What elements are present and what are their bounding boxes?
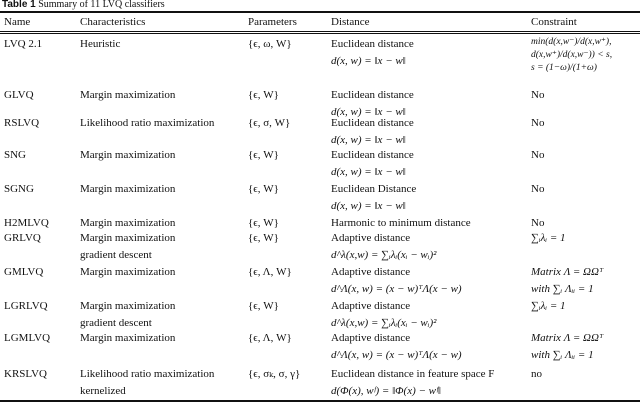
bottom-rule xyxy=(0,400,640,402)
cell-name-line: LGRLVQ xyxy=(4,300,48,312)
cell-name xyxy=(4,147,26,164)
cell-parameters-line: {ϵ, σₖ, σ, γ} xyxy=(248,368,301,380)
cell-characteristics-line: Margin maximization xyxy=(80,89,176,101)
cell-parameters-line: {ϵ, W} xyxy=(248,183,279,195)
cell-name-line: KRSLVQ xyxy=(4,368,47,380)
cell-distance-line: Euclidean distance xyxy=(331,38,414,50)
cell-constraint xyxy=(531,115,638,132)
cell-constraint-line: ∑ᵢλᵢ = 1 xyxy=(531,232,566,244)
top-rule xyxy=(0,11,640,13)
cell-constraint xyxy=(531,181,638,198)
cell-name-line: GRLVQ xyxy=(4,232,41,244)
cell-characteristics-line: kernelized xyxy=(80,385,126,397)
header-distance: Distance xyxy=(331,16,370,28)
cell-distance-line: d(x, w) = ‖x − w‖ xyxy=(331,166,406,178)
cell-constraint xyxy=(531,36,638,75)
cell-distance-line: Euclidean distance xyxy=(331,117,414,129)
cell-characteristics xyxy=(80,181,175,198)
cell-characteristics-line: Likelihood ratio maximization xyxy=(80,368,215,380)
cell-characteristics-line: Margin maximization xyxy=(80,149,176,161)
cell-name xyxy=(4,298,48,315)
cell-distance-line: d^λ(x,w) = ∑ᵢλᵢ(xᵢ − wᵢ)² xyxy=(331,317,437,329)
cell-constraint xyxy=(531,330,638,364)
cell-distance-line: Adaptive distance xyxy=(331,332,411,344)
cell-constraint-line: No xyxy=(531,217,545,229)
header-parameters: Parameters xyxy=(248,16,297,28)
cell-distance xyxy=(331,147,414,181)
cell-parameters xyxy=(248,36,292,53)
header-rule-2 xyxy=(0,33,640,34)
cell-name-line: SNG xyxy=(4,149,27,161)
cell-name xyxy=(4,87,34,104)
cell-constraint-line: No xyxy=(531,149,545,161)
header-rule xyxy=(0,31,640,32)
cell-characteristics-line: Margin maximization xyxy=(80,232,176,244)
cell-constraint-line: Matrix Λ = ΩΩᵀ xyxy=(531,332,604,344)
cell-characteristics xyxy=(80,366,214,400)
cell-parameters xyxy=(248,264,292,281)
cell-characteristics xyxy=(80,36,120,53)
cell-constraint-line: No xyxy=(531,89,545,101)
cell-distance-line: d^Λ(x, w) = (x − w)ᵀΛ(x − w) xyxy=(331,283,462,295)
cell-distance-line: d^Λ(x, w) = (x − w)ᵀΛ(x − w) xyxy=(331,349,462,361)
cell-distance xyxy=(331,115,414,149)
cell-characteristics xyxy=(80,330,175,347)
cell-name-line: H2MLVQ xyxy=(4,217,49,229)
cell-distance-line: Euclidean Distance xyxy=(331,183,417,195)
cell-constraint-line: with ∑ᵢ Λᵢᵢ = 1 xyxy=(531,349,594,361)
cell-parameters xyxy=(248,330,292,347)
cell-parameters xyxy=(248,147,279,164)
cell-distance-line: Adaptive distance xyxy=(331,232,411,244)
cell-distance-line: Adaptive distance xyxy=(331,300,411,312)
cell-constraint-line: with ∑ᵢ Λᵢᵢ = 1 xyxy=(531,283,594,295)
cell-distance-line: Euclidean distance xyxy=(331,89,414,101)
cell-characteristics-line: gradient descent xyxy=(80,249,152,261)
cell-distance-line: Adaptive distance xyxy=(331,266,411,278)
cell-name xyxy=(4,264,43,281)
cell-constraint-line: no xyxy=(531,368,542,380)
cell-distance xyxy=(331,230,436,264)
cell-constraint xyxy=(531,366,638,383)
header-name: Name xyxy=(4,16,31,28)
cell-distance xyxy=(331,366,494,400)
cell-characteristics xyxy=(80,264,175,281)
cell-parameters-line: {ϵ, W} xyxy=(248,89,279,101)
cell-name xyxy=(4,330,50,347)
cell-constraint xyxy=(531,230,638,247)
cell-characteristics-line: Margin maximization xyxy=(80,183,176,195)
cell-name-line: LGMLVQ xyxy=(4,332,51,344)
cell-characteristics xyxy=(80,147,175,164)
cell-distance xyxy=(331,264,462,298)
cell-characteristics-line: Heuristic xyxy=(80,38,121,50)
cell-constraint xyxy=(531,87,638,104)
cell-parameters xyxy=(248,230,279,247)
cell-parameters xyxy=(248,298,279,315)
cell-distance xyxy=(331,181,416,215)
cell-distance-line: Harmonic to minimum distance xyxy=(331,217,471,229)
cell-parameters-line: {ϵ, Λ, W} xyxy=(248,266,292,278)
cell-constraint-line: s = (1−ω)/(1+ω) xyxy=(531,63,597,73)
cell-name xyxy=(4,230,41,247)
cell-parameters-line: {ϵ, W} xyxy=(248,300,279,312)
cell-constraint xyxy=(531,264,638,298)
cell-name-line: GLVQ xyxy=(4,89,34,101)
cell-distance-line: Euclidean distance in feature space F xyxy=(331,368,495,380)
cell-characteristics xyxy=(80,230,175,264)
cell-constraint-line: No xyxy=(531,117,545,129)
cell-distance xyxy=(331,330,462,364)
cell-characteristics xyxy=(80,115,214,132)
cell-characteristics xyxy=(80,298,175,332)
cell-characteristics-line: Margin maximization xyxy=(80,266,176,278)
cell-characteristics xyxy=(80,87,175,104)
cell-characteristics-line: Margin maximization xyxy=(80,332,176,344)
cell-distance-line: d(x, w) = ‖x − w‖ xyxy=(331,55,406,67)
cell-name-line: RSLVQ xyxy=(4,117,40,129)
cell-distance-line: d(Φ(x), wᶠ) = ‖Φ(x) − wᶠ‖ xyxy=(331,385,442,397)
cell-parameters xyxy=(248,366,300,383)
cell-distance-line: d^λ(x,w) = ∑ᵢλᵢ(xᵢ − wᵢ)² xyxy=(331,249,437,261)
cell-constraint-line: min(d(x,w⁻)/d(x,w⁺), d(x,w⁺)/d(x,w⁻)) < s, xyxy=(531,37,613,60)
cell-parameters xyxy=(248,115,290,132)
caption-label: Table 1 xyxy=(2,0,36,10)
cell-name xyxy=(4,181,34,198)
header-constraint: Constraint xyxy=(531,16,577,28)
cell-parameters-line: {ϵ, W} xyxy=(248,149,279,161)
cell-constraint-line: No xyxy=(531,183,545,195)
cell-name xyxy=(4,36,42,53)
cell-characteristics-line: Likelihood ratio maximization xyxy=(80,117,215,129)
cell-distance-line: d(x, w) = ‖x − w‖ xyxy=(331,106,406,118)
cell-characteristics-line: gradient descent xyxy=(80,317,152,329)
cell-parameters-line: {ϵ, σ, W} xyxy=(248,117,291,129)
cell-name-line: GMLVQ xyxy=(4,266,44,278)
header-characteristics: Characteristics xyxy=(80,16,146,28)
cell-parameters-line: {ϵ, W} xyxy=(248,217,279,229)
cell-characteristics-line: Margin maximization xyxy=(80,217,176,229)
cell-name xyxy=(4,115,39,132)
cell-constraint-line: Matrix Λ = ΩΩᵀ xyxy=(531,266,604,278)
cell-distance-line: d(x, w) = ‖x − w‖ xyxy=(331,134,406,146)
cell-constraint xyxy=(531,147,638,164)
cell-parameters xyxy=(248,181,279,198)
cell-constraint xyxy=(531,298,638,315)
table-caption xyxy=(2,0,165,10)
cell-parameters-line: {ϵ, W} xyxy=(248,232,279,244)
cell-distance xyxy=(331,36,414,70)
cell-parameters xyxy=(248,87,279,104)
cell-parameters-line: {ϵ, Λ, W} xyxy=(248,332,292,344)
cell-distance-line: d(x, w) = ‖x − w‖ xyxy=(331,200,406,212)
cell-distance xyxy=(331,298,436,332)
cell-name-line: SGNG xyxy=(4,183,34,195)
cell-name xyxy=(4,366,47,383)
cell-parameters-line: {ϵ, ω, W} xyxy=(248,38,292,50)
cell-name-line: LVQ 2.1 xyxy=(4,38,43,50)
cell-distance-line: Euclidean distance xyxy=(331,149,414,161)
caption-text: Summary of 11 LVQ classifiers xyxy=(38,0,165,10)
cell-characteristics-line: Margin maximization xyxy=(80,300,176,312)
cell-constraint-line: ∑ᵢλᵢ = 1 xyxy=(531,300,566,312)
